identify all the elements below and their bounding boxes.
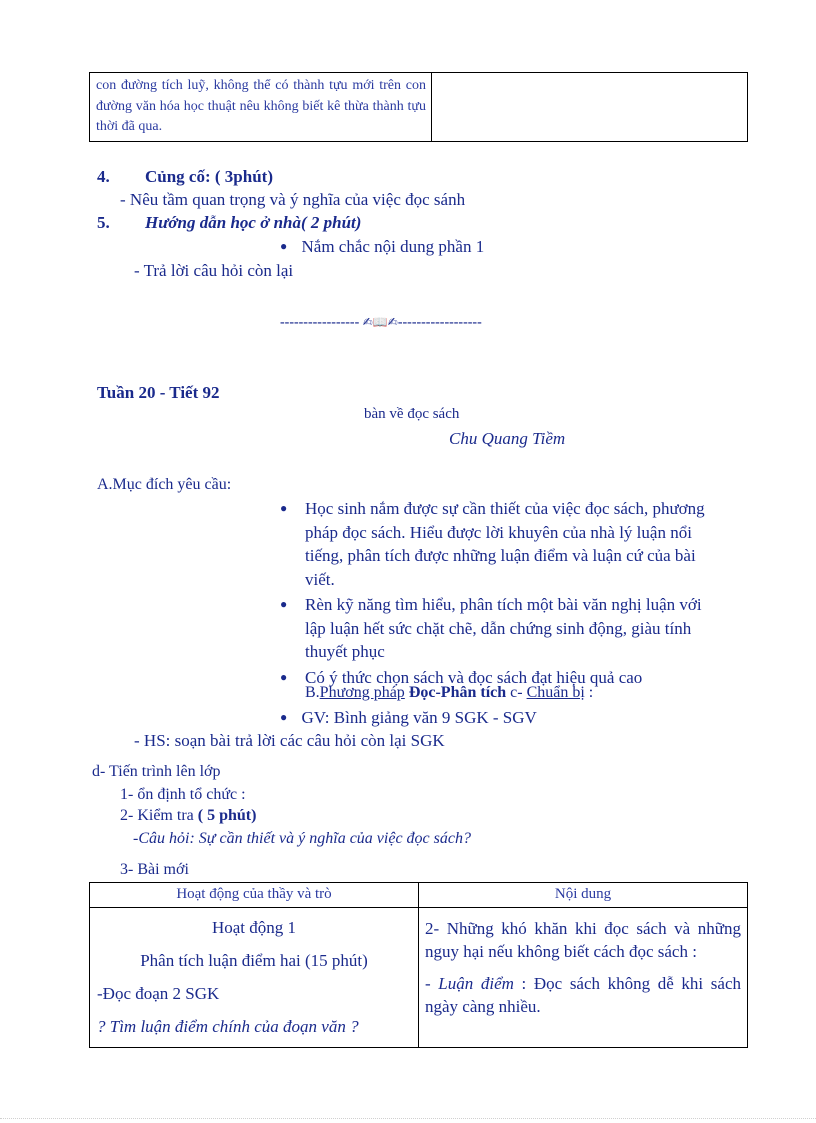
gv-line	[280, 708, 537, 728]
book-pen-ornament-icon: ✍📖✍	[362, 315, 398, 329]
objectives-list	[278, 497, 718, 689]
activity-title: Hoạt động 1	[211, 918, 297, 937]
bullet-dot-icon: ●	[280, 501, 288, 515]
content-point	[425, 972, 741, 1018]
question-line	[133, 830, 471, 848]
method-prefix: B.	[305, 684, 320, 701]
table-left-cell	[90, 917, 418, 1038]
objective-text: Học sinh nắm được sự cần thiết của việc đọc sách, phương pháp đọc sách. Hiểu được lời khuyên của nhà lý luận nổi tiếng, phân tích được những luận điểm và luận cứ của bài viết.	[305, 499, 705, 589]
page-footer-dotted-line	[0, 1118, 816, 1120]
method-value: Đọc-Phân tích	[404, 684, 507, 701]
section-5-bullet	[280, 237, 484, 257]
section-5-number: 5.	[97, 213, 110, 232]
bullet-dot-icon: ●	[280, 597, 288, 611]
step-2-time: ( 5 phút)	[197, 807, 257, 824]
section-a-heading: A.Mục đích yêu cầu:	[97, 476, 232, 493]
content-point-text: : Đọc sách không dễ khi sách ngày càng nhiều.	[425, 974, 741, 1016]
separator	[280, 315, 482, 331]
objective-text: Có ý thức chọn sách và đọc sách đạt hiệu quả cao	[305, 667, 643, 687]
analysis-title: Phân tích luận điểm hai (15 phút)	[140, 951, 368, 970]
lesson-activity-table	[89, 882, 748, 1048]
section-4-title: Củng cố: ( 3phút)	[145, 167, 273, 186]
table-cell-text: con đường tích luỹ, không thể có thành tựu mới trên con đường văn hóa học thuật nêu không biết kê thừa thành tựu thời đã qua.	[96, 78, 426, 134]
bullet-dot-icon: ●	[280, 669, 288, 684]
method-label: Phương pháp	[319, 684, 405, 701]
lesson-week: Tuần 20 - Tiết 92	[97, 383, 220, 402]
bullet-dot-icon: ●	[280, 710, 288, 724]
section-4-item: - Nêu tầm quan trọng và ý nghĩa của việc đọc sánh	[120, 190, 466, 209]
question-label: -Câu hỏi	[133, 830, 190, 847]
section-5-title: Hướng dẫn học ở nhà( 2 phút)	[145, 213, 362, 232]
read-instruction: -Đọc đoạn 2 SGK	[97, 984, 220, 1003]
objective-item	[278, 497, 725, 591]
question-prompt: ? Tìm luận điểm chính của đoạn văn ?	[97, 1017, 359, 1036]
prep-prefix: c-	[506, 684, 527, 701]
separator-right-dashes: ------------------	[397, 315, 482, 330]
section-d-heading: d- Tiến trình lên lớp	[92, 763, 221, 780]
prep-label: Chuẩn bị	[526, 684, 585, 701]
gv-text: GV: Bình giảng văn 9 SGK - SGV	[301, 708, 537, 727]
prep-colon: :	[584, 684, 594, 701]
table-column-divider	[431, 73, 432, 141]
separator-left-dashes: -----------------	[280, 315, 363, 330]
objective-text: Rèn kỹ năng tìm hiểu, phân tích một bài văn nghị luận với lập luận hết sức chặt chẽ, dẫn chứng sinh động, giàu tính thuyết phục	[305, 595, 702, 661]
table-header-activities: Hoạt động của thầy và trò	[176, 886, 332, 902]
objective-item	[278, 593, 725, 664]
step-1: 1- ổn định tổ chức :	[120, 786, 246, 803]
section-5-bullet-text: Nắm chắc nội dung phần 1	[301, 237, 485, 256]
question-text: : Sự cần thiết và ý nghĩa của việc đọc sách?	[189, 830, 471, 847]
content-title: 2- Những khó khăn khi đọc sách và những nguy hại nếu không biết cách đọc sách :	[425, 919, 741, 961]
method-line	[305, 684, 593, 702]
bullet-dot-icon: ●	[280, 239, 288, 253]
step-2	[120, 807, 256, 825]
table-column-divider	[418, 883, 419, 1047]
table-header-content: Nội dung	[554, 886, 612, 902]
content-point-label: - Luận điểm	[425, 974, 514, 993]
top-table-fragment	[89, 72, 748, 142]
step-3: 3- Bài mới	[120, 861, 189, 878]
section-4-number: 4.	[97, 167, 110, 186]
lesson-title: bàn về đọc sách	[364, 406, 460, 422]
lesson-author: Chu Quang Tiềm	[449, 429, 566, 448]
step-2-label: 2- Kiểm tra	[120, 807, 198, 824]
section-5-item: - Trả lời câu hỏi còn lại	[134, 261, 294, 280]
hs-line: - HS: soạn bài trả lời các câu hỏi còn lại SGK	[134, 731, 445, 750]
table-right-cell	[425, 917, 741, 1018]
